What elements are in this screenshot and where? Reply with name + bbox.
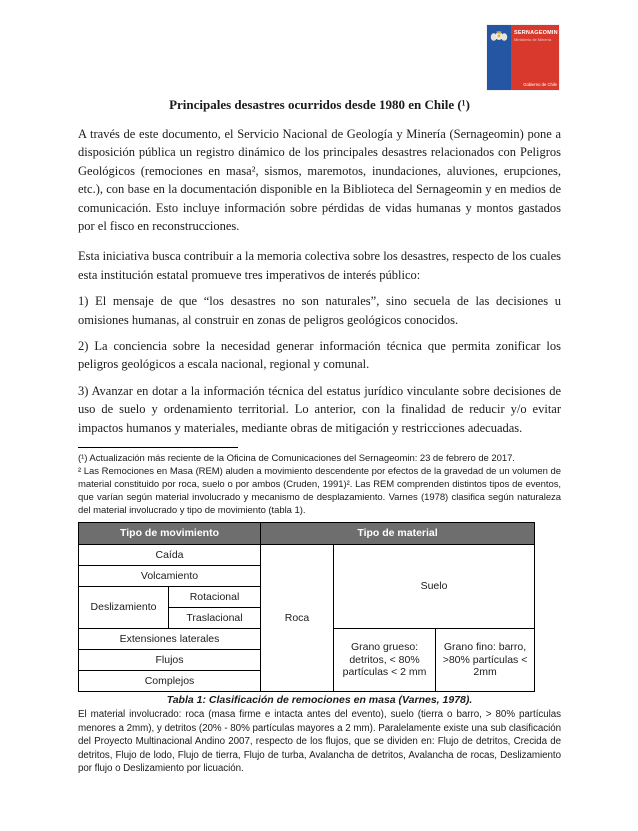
footnote-separator [78, 447, 238, 448]
logo-government: Gobierno de Chile [523, 82, 557, 87]
cell-complejos: Complejos [79, 671, 261, 692]
cell-caida: Caída [79, 545, 261, 566]
cell-suelo: Suelo [334, 545, 535, 629]
cell-deslizamiento: Deslizamiento [79, 587, 169, 629]
footnote-section [78, 447, 561, 517]
initiative-paragraph: Esta iniciativa busca contribuir a la memoria colectiva sobre los desastres, respecto de los cuales esta institución estatal promueve tres imperativos de interés público: [78, 249, 561, 282]
logo-blue-band [487, 25, 511, 90]
cell-flujos: Flujos [79, 650, 261, 671]
cell-grano-grueso: Grano grueso: detritos, < 80% partículas < 2 mm [334, 629, 436, 692]
sernageomin-logo [487, 25, 559, 90]
table-header-row [79, 523, 535, 545]
table-header-movement: Tipo de movimiento [79, 523, 261, 545]
footnote-1: (¹) Actualización más reciente de la Oficina de Comunicaciones del Sernageomin: 23 de febrero de 2017. [78, 453, 515, 465]
table-header-material: Tipo de material [261, 523, 535, 545]
logo-org-name: SERNAGEOMIN [514, 30, 558, 36]
footnote-2: ² Las Remociones en Masa (REM) aluden a movimiento descendente por efectos de la gravedad de un volumen de material constituido por roca, suelo o por ambos (Cruden, 1991)². Las REM comprenden distintos tipos de eventos, que varían según material involucrado y mecanismo de desplazamiento. Varnes (1978) clasifica según naturaleza del material involucrado y tipo de movimiento (tabla 1). [78, 466, 561, 517]
intro-paragraph: A través de este documento, el Servicio Nacional de Geología y Minería (Sernageomin) pone a disposición pública un registro dinámico de los principales desastres relacionados con Peligros Geológicos (remociones en masa², sismos, maremotos, inundaciones, aluviones, erupciones, etc.), con base en la documentación disponible en la Biblioteca del Sernageomin y en medios de comunicación. Esto incluye información sobre pérdidas de vidas humanas y montos gastados por el fisco en reconstrucciones. [78, 127, 561, 234]
cell-rotacional: Rotacional [169, 587, 261, 608]
table-row [79, 545, 535, 566]
logo-red-band [511, 25, 559, 90]
cell-grano-fino: Grano fino: barro, >80% partículas < 2mm [436, 629, 535, 692]
cell-roca: Roca [261, 545, 334, 692]
cell-volcamiento: Volcamiento [79, 566, 261, 587]
cell-traslacional: Traslacional [169, 608, 261, 629]
list-item-1: 1) El mensaje de que “los desastres no son naturales”, sino secuela de las decisiones u omisiones humanas, al construir en zonas de peligros geológicos conocidos. [78, 294, 561, 327]
list-item-3: 3) Avanzar en dotar a la información técnica del estatus jurídico vinculante sobre decisiones de uso de suelo y ordenamiento territorial. Lo anterior, con la finalidad de reducir y/o evitar impactos humanos y materiales, mediante obras de mitigación y restricciones adecuadas. [78, 383, 561, 435]
cell-extensiones-laterales: Extensiones laterales [79, 629, 261, 650]
document-title: Principales desastres ocurridos desde 1980 en Chile (¹) [169, 97, 470, 112]
material-description-paragraph: El material involucrado: roca (masa firme e intacta antes del evento), suelo (tierra o barro, > 80% partículas menores a 2mm), y detritos (20% - 80% partículas mayores a 2 mm). Paralelamente existe una sub clasificación del Proyecto Multinacional Andino 2007, respecto de los flujos, que se dividen en: Flujo de detritos, Crecida de detritos, Flujo de lodo, Flujo de tierra, Flujo de turba, Avalancha de detritos, Avalancha de rocas, Deslizamiento por flujo o Deslizamiento por licuación. [78, 709, 561, 775]
classification-table [78, 522, 535, 692]
document-content [78, 96, 561, 776]
list-item-2: 2) La conciencia sobre la necesidad generar información técnica que permita zonificar los peligros geológicos a escala nacional, regional y comunal. [78, 339, 561, 372]
table-caption: Tabla 1: Clasificación de remociones en masa (Varnes, 1978). [166, 694, 473, 707]
chile-coat-of-arms-icon [490, 30, 508, 49]
logo-ministry: Ministerio de Minería [514, 37, 552, 42]
